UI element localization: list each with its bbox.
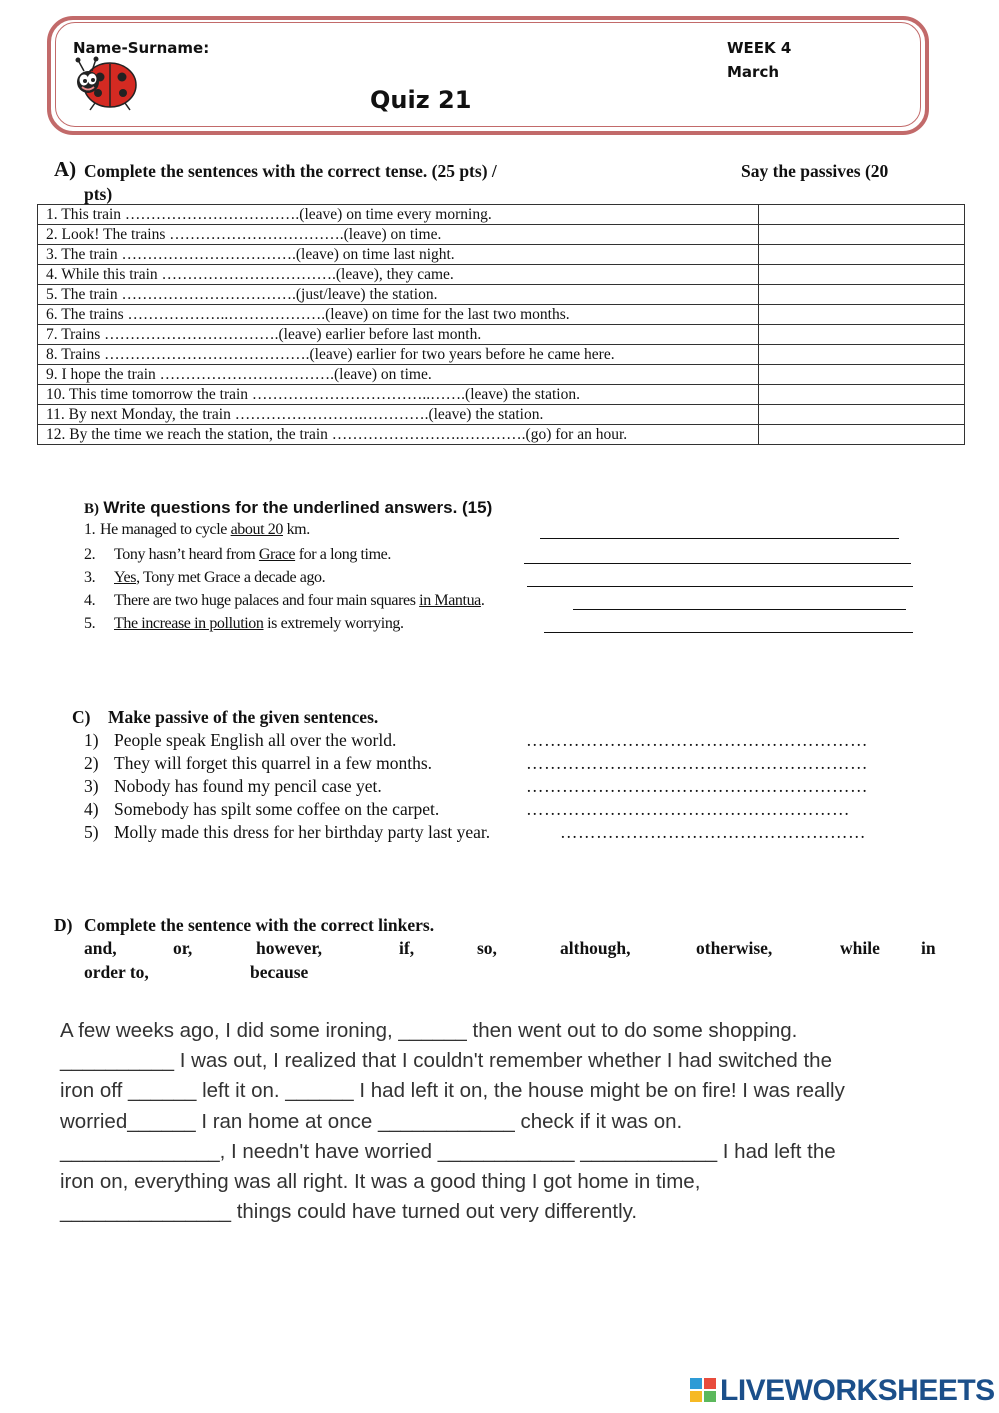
underlined-answer: about 20 [230, 521, 283, 538]
passive-item-sentence: People speak English all over the world. [114, 730, 397, 750]
tense-row [38, 265, 965, 285]
linker-word: although, [560, 938, 631, 958]
tense-row [38, 325, 965, 345]
underlined-answer: in Mantua [419, 592, 481, 609]
linker-word: order to, [84, 962, 149, 982]
question-number: 1. [84, 521, 96, 538]
tense-row [38, 425, 965, 445]
linker-word: or, [173, 938, 193, 958]
paragraph-line: ______________, I needn't have worried ____________ ____________ I had left the [60, 1139, 836, 1163]
section-a-instruction-cont: pts) [84, 184, 113, 204]
section-c-letter: C) [72, 707, 91, 727]
tense-row [38, 385, 965, 405]
passive-item-sentence: Somebody has spilt some coffee on the carpet. [114, 799, 440, 819]
passive-answer-cell[interactable] [759, 205, 965, 225]
passive-answer-cell[interactable] [759, 265, 965, 285]
ladybug-icon [70, 55, 144, 113]
tense-row [38, 225, 965, 245]
linker-word: and, [84, 938, 117, 958]
passive-item-number: 4) [84, 799, 99, 819]
question-number: 2. [84, 546, 96, 563]
section-b-letter: B) [84, 501, 99, 517]
passive-answer-dots[interactable]: ………………………………………………… [526, 753, 868, 773]
passive-answer-cell[interactable] [759, 345, 965, 365]
question-text: is extremely worrying. [263, 615, 404, 632]
passive-answer-cell[interactable] [759, 385, 965, 405]
name-surname-label: Name-Surname: [73, 39, 210, 57]
linker-word: however, [256, 938, 322, 958]
linker-word: otherwise, [696, 938, 773, 958]
tense-sentence: 4. While this train …………………………….(leave), they came. [38, 265, 759, 285]
section-b-heading [84, 497, 492, 518]
week-label: WEEK 4 [727, 39, 792, 57]
quiz-title: Quiz 21 [370, 86, 472, 114]
question-answer-line[interactable] [527, 586, 913, 587]
linker-word: because [250, 962, 309, 982]
passive-answer-cell[interactable] [759, 405, 965, 425]
passive-answer-dots[interactable]: ………………………………………………… [526, 776, 868, 796]
linker-word: while [840, 938, 880, 958]
question-item [84, 592, 485, 610]
passive-answer-dots[interactable]: ……………………………………………… [526, 799, 850, 819]
section-d-instruction: Complete the sentence with the correct linkers. [84, 915, 435, 935]
question-text: He managed to cycle [100, 521, 231, 538]
tense-row [38, 345, 965, 365]
linker-paragraph [60, 1016, 940, 1227]
section-a-instruction-right: Say the passives (20 [741, 161, 889, 181]
question-answer-line[interactable] [544, 632, 913, 633]
question-item [84, 615, 404, 633]
passive-answer-cell[interactable] [759, 285, 965, 305]
tense-row [38, 405, 965, 425]
month-label: March [727, 63, 780, 81]
question-text: , Tony met Grace a decade ago. [136, 569, 326, 586]
question-item [84, 546, 391, 564]
linker-word: so, [477, 938, 497, 958]
paragraph-line: _______________ things could have turned out very differently. [60, 1200, 638, 1224]
section-a-letter: A) [54, 157, 77, 181]
tense-sentence: 2. Look! The trains …………………………….(leave) on time. [38, 225, 759, 245]
question-answer-line[interactable] [540, 538, 899, 539]
tense-row [38, 205, 965, 225]
underlined-answer: Yes [114, 569, 137, 586]
passive-answer-dots[interactable]: ………………………………………………… [526, 730, 868, 750]
question-answer-line[interactable] [524, 563, 911, 564]
passive-item-sentence: They will forget this quarrel in a few months. [114, 753, 433, 773]
tense-sentence: 5. The train …………………………….(just/leave) the station. [38, 285, 759, 305]
passive-item-sentence: Molly made this dress for her birthday party last year. [114, 822, 491, 842]
header-inner-frame [55, 22, 921, 127]
question-number: 4. [84, 592, 96, 609]
underlined-answer: The increase in pollution [114, 615, 264, 632]
tense-sentence: 11. By next Monday, the train …………………….………….(leave) the station. [38, 405, 759, 425]
question-text: There are two huge palaces and four main squares [114, 592, 420, 609]
section-c-instruction: Make passive of the given sentences. [108, 707, 379, 727]
paragraph-line: A few weeks ago, I did some ironing, ______ then went out to do some shopping. [60, 1019, 798, 1042]
passive-item-number: 3) [84, 776, 99, 796]
question-number: 5. [84, 615, 96, 632]
question-text: km. [282, 521, 310, 538]
paragraph-line: iron off ______ left it on. ______ I had left it on, the house might be on fire! I was really [60, 1079, 845, 1103]
paragraph-line: iron on, everything was all right. It was a good thing I got home in time, [60, 1170, 701, 1194]
question-number: 3. [84, 569, 96, 586]
tense-sentence: 6. The trains ………………..……………….(leave) on time for the last two months. [38, 305, 759, 325]
passive-answer-cell[interactable] [759, 305, 965, 325]
passive-answer-cell[interactable] [759, 245, 965, 265]
section-d-letter: D) [54, 915, 73, 935]
liveworksheets-logo [690, 1374, 995, 1408]
passive-answer-cell[interactable] [759, 365, 965, 385]
passive-answer-cell[interactable] [759, 425, 965, 445]
tense-row [38, 365, 965, 385]
question-text: Tony hasn’t heard from [114, 546, 259, 563]
underlined-answer: Grace [258, 546, 296, 563]
tense-row [38, 245, 965, 265]
liveworksheets-logo-icon [690, 1378, 716, 1402]
tense-row [38, 305, 965, 325]
section-b-instruction: Write questions for the underlined answers. (15) [103, 498, 493, 517]
passive-item-number: 5) [84, 822, 99, 842]
tense-sentence: 3. The train …………………………….(leave) on time last night. [38, 245, 759, 265]
passive-answer-cell[interactable] [759, 225, 965, 245]
paragraph-line: worried______ I ran home at once ____________ check if it was on. [60, 1109, 683, 1133]
paragraph-line: __________ I was out, I realized that I couldn't remember whether I had switched the [60, 1049, 832, 1073]
question-answer-line[interactable] [573, 609, 906, 610]
question-text: for a long time. [295, 546, 391, 563]
passive-answer-dots[interactable]: …………………………………………… [560, 822, 866, 842]
tense-sentence: 8. Trains ………………………………….(leave) earlier for two years before he came here. [38, 345, 759, 365]
question-item [84, 521, 310, 539]
linker-word: in [921, 938, 936, 958]
question-text: . [480, 592, 485, 609]
question-item [84, 569, 325, 587]
tense-row [38, 285, 965, 305]
tense-sentence: 9. I hope the train …………………………….(leave) on time. [38, 365, 759, 385]
tense-sentence: 10. This time tomorrow the train ……………………………..…….(leave) the station. [38, 385, 759, 405]
tense-sentence: 7. Trains …………………………….(leave) earlier before last month. [38, 325, 759, 345]
passive-answer-cell[interactable] [759, 325, 965, 345]
tense-sentence: 1. This train …………………………….(leave) on time every morning. [38, 205, 759, 225]
passive-item-sentence: Nobody has found my pencil case yet. [114, 776, 382, 796]
liveworksheets-logo-text: LIVEWORKSHEETS [720, 1374, 995, 1407]
tense-table [37, 204, 965, 445]
passive-item-number: 1) [84, 730, 99, 750]
tense-sentence: 12. By the time we reach the station, the train …………………….………….(go) for an hour. [38, 425, 759, 445]
section-a-instruction: Complete the sentences with the correct tense. (25 pts) / [84, 161, 497, 181]
passive-item-number: 2) [84, 753, 99, 773]
linker-word: if, [399, 938, 415, 958]
